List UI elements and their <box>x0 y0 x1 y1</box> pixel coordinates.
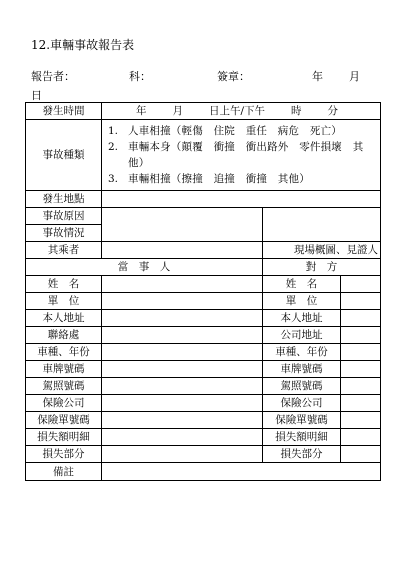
party-a-value[interactable] <box>102 327 263 344</box>
party-a-value[interactable] <box>102 395 263 412</box>
party-a-field-label: 姓 名 <box>26 276 102 293</box>
reporter-line <box>31 68 376 82</box>
party-a-field-label: 聯絡處 <box>26 327 102 344</box>
party-a-value[interactable] <box>102 310 263 327</box>
party-row <box>26 446 381 463</box>
party-a-value[interactable] <box>102 293 263 310</box>
party-b-value[interactable] <box>341 446 381 463</box>
party-b-field-label: 公司地址 <box>263 327 341 344</box>
time-hour: 時 <box>291 105 302 117</box>
party-a-header: 當 事 人 <box>26 259 263 276</box>
cause-row <box>26 208 381 225</box>
accident-type-option-1[interactable]: 1. 人車相撞（輕傷 住院 重任 病危 死亡） <box>108 125 342 137</box>
occur-time-field[interactable] <box>102 103 381 120</box>
passengers-field[interactable] <box>102 242 263 259</box>
cause-label: 事故原因 <box>26 208 102 225</box>
party-row <box>26 310 381 327</box>
location-label: 發生地點 <box>26 191 102 208</box>
party-b-field-label: 本人地址 <box>263 310 341 327</box>
reporter-label: 報告者： <box>31 70 75 83</box>
accident-type-option-2[interactable]: 2. 車輛本身（顛覆 衝撞 衝出路外 零件損壞 其他） <box>108 141 364 169</box>
location-field[interactable] <box>102 191 381 208</box>
occur-time-row <box>26 103 381 120</box>
party-a-value[interactable] <box>102 276 263 293</box>
passengers-label: 其乘者 <box>26 242 102 259</box>
party-row <box>26 293 381 310</box>
situation-label: 事故情況 <box>26 225 102 242</box>
party-row <box>26 327 381 344</box>
party-row <box>26 378 381 395</box>
party-b-value[interactable] <box>341 327 381 344</box>
party-row <box>26 361 381 378</box>
party-row <box>26 412 381 429</box>
party-b-field-label: 車種、年份 <box>263 344 341 361</box>
party-row <box>26 395 381 412</box>
party-a-field-label: 車牌號碼 <box>26 361 102 378</box>
section-label: 科： <box>129 70 151 83</box>
party-b-field-label: 保險公司 <box>263 395 341 412</box>
year-label: 年 <box>312 70 323 83</box>
party-b-value[interactable] <box>341 395 381 412</box>
cause-field[interactable] <box>102 208 263 242</box>
accident-type-option-3[interactable]: 3. 車輛相撞（擦撞 追撞 衝撞 其他） <box>108 173 310 185</box>
accident-report-table <box>25 102 381 481</box>
party-a-field-label: 本人地址 <box>26 310 102 327</box>
time-year: 年 <box>136 105 147 117</box>
party-row <box>26 429 381 446</box>
occur-time-label: 發生時間 <box>26 103 102 120</box>
party-a-field-label: 損失額明細 <box>26 429 102 446</box>
party-row <box>26 276 381 293</box>
party-b-field-label: 損失額明細 <box>263 429 341 446</box>
party-b-value[interactable] <box>341 293 381 310</box>
party-a-value[interactable] <box>102 429 263 446</box>
party-b-header: 對 方 <box>263 259 381 276</box>
party-b-value[interactable] <box>341 276 381 293</box>
party-b-field-label: 單 位 <box>263 293 341 310</box>
remarks-row <box>26 463 381 481</box>
party-b-field-label: 損失部分 <box>263 446 341 463</box>
party-a-value[interactable] <box>102 378 263 395</box>
party-a-value[interactable] <box>102 344 263 361</box>
accident-type-row <box>26 120 381 191</box>
party-b-value[interactable] <box>341 310 381 327</box>
page-title: 12.車輛事故報告表 <box>31 38 135 52</box>
party-a-field-label: 單 位 <box>26 293 102 310</box>
party-a-value[interactable] <box>102 446 263 463</box>
time-day-ampm: 日上午/下午 <box>209 105 266 117</box>
party-a-value[interactable] <box>102 361 263 378</box>
scene-witness-label: 現場概圖、見證人 <box>263 242 381 259</box>
month-label: 月 <box>349 70 360 83</box>
party-b-value[interactable] <box>341 361 381 378</box>
accident-type-label: 事故種類 <box>26 120 102 191</box>
party-a-value[interactable] <box>102 412 263 429</box>
party-b-value[interactable] <box>341 429 381 446</box>
location-row <box>26 191 381 208</box>
party-a-field-label: 保險單號碼 <box>26 412 102 429</box>
passengers-row <box>26 242 381 259</box>
party-b-field-label: 姓 名 <box>263 276 341 293</box>
party-b-field-label: 駕照號碼 <box>263 378 341 395</box>
party-a-field-label: 駕照號碼 <box>26 378 102 395</box>
remarks-label: 備註 <box>26 463 102 481</box>
party-b-value[interactable] <box>341 412 381 429</box>
day-label: 日 <box>31 89 42 102</box>
party-a-field-label: 損失部分 <box>26 446 102 463</box>
party-a-field-label: 保險公司 <box>26 395 102 412</box>
time-month: 月 <box>172 105 183 117</box>
situation-side-field[interactable] <box>263 208 381 242</box>
seal-label: 簽章： <box>217 70 250 83</box>
party-b-value[interactable] <box>341 378 381 395</box>
party-row <box>26 344 381 361</box>
party-b-field-label: 保險單號碼 <box>263 412 341 429</box>
party-b-value[interactable] <box>341 344 381 361</box>
parties-header-row <box>26 259 381 276</box>
accident-type-options[interactable] <box>102 120 381 191</box>
party-b-field-label: 車牌號碼 <box>263 361 341 378</box>
remarks-field[interactable] <box>102 463 381 481</box>
time-minute: 分 <box>327 105 339 117</box>
party-a-field-label: 車種、年份 <box>26 344 102 361</box>
